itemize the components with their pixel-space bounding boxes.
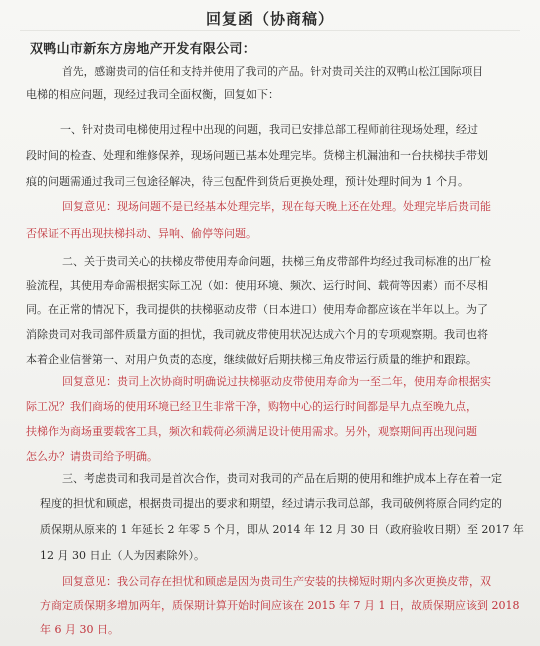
text-line: 同。在正常的情况下，我司提供的扶梯驱动皮带（日本进口）使用寿命都应该在半年以上。为了 [26, 303, 488, 316]
text-line: 程度的担忧和顾虑，根据贵司提出的要求和期望，经过请示我司总部，我司破例将原合同约定的 [40, 497, 502, 510]
text-line: 否保证不再出现扶梯抖动、异响、偷停等问题。 [26, 227, 257, 240]
text-line: 质保期从原来的 1 年延长 2 年零 5 个月，即从 2014 年 12 月 30 日（政府验收日期）至 2017 年 [40, 523, 524, 536]
text-line: 痕的问题需通过我司三包途径解决，待三包配件到货后更换处理，预计处理时间为 1 个月。 [26, 175, 469, 188]
title-divider [20, 30, 520, 31]
text-line: 回复意见：我公司存在担忧和顾虑是因为贵司生产安装的扶梯短时期内多次更换皮带，双 [62, 575, 491, 588]
text-line: 12 月 30 日止（人为因素除外）。 [40, 549, 205, 562]
text-line: 年 6 月 30 日。 [40, 623, 119, 636]
text-line: 一、针对贵司电梯使用过程中出现的问题，我司已安排总部工程师前往现场处理，经过 [60, 123, 478, 136]
document-title: 回复函（协商稿） [205, 10, 334, 28]
text-line: 段时间的检查、处理和维修保养，现场问题已基本处理完毕。货梯主机漏油和一台扶梯扶手带划 [26, 149, 488, 162]
text-line: 际工况？我们商场的使用环境已经卫生非常干净，购物中心的运行时间都是早九点至晚九点， [26, 400, 477, 413]
text-line: 回复意见：贵司上次协商时明确说过扶梯驱动皮带使用寿命为一至二年，使用寿命根据实 [62, 375, 491, 388]
text-line: 扶梯作为商场重要载客工具，频次和载荷必须满足设计使用需求。另外，观察期间再出现问题 [26, 425, 477, 438]
text-line: 方商定质保期多增加两年，质保期计算开始时间应该在 2015 年 7 月 1 日，故质保期应该到 2018 [40, 599, 520, 612]
text-line: 消除贵司对我司部件质量方面的担忧，我司就皮带使用状况达成六个月的专项观察期。我司也将 [26, 328, 488, 341]
text-line: 首先，感谢贵司的信任和支持并使用了我司的产品。针对贵司关注的双鸭山松江国际项目 [62, 65, 484, 78]
addressee: 双鸭山市新东方房地产开发有限公司： [30, 42, 257, 57]
text-line: 二、关于贵司关心的扶梯皮带使用寿命问题，扶梯三角皮带部件均经过我司标准的出厂检 [62, 255, 491, 268]
text-line: 本着企业信誉第一、对用户负责的态度，继续做好后期扶梯三角皮带运行质量的维护和跟踪。 [26, 353, 477, 366]
text-line: 三、考虑贵司和我司是首次合作，贵司对我司的产品在后期的使用和维护成本上存在着一定 [62, 472, 502, 485]
text-line: 电梯的相应问题，现经过我司全面权衡，回复如下： [26, 88, 279, 101]
text-line: 回复意见：现场问题不是已经基本处理完毕，现在每天晚上还在处理。处理完毕后贵司能 [62, 200, 491, 213]
text-line: 怎么办？请贵司给予明确。 [26, 450, 158, 463]
text-line: 验流程，其使用寿命需根据实际工况（如：使用环境、频次、运行时间、载荷等因素）而不尽相 [26, 279, 488, 292]
